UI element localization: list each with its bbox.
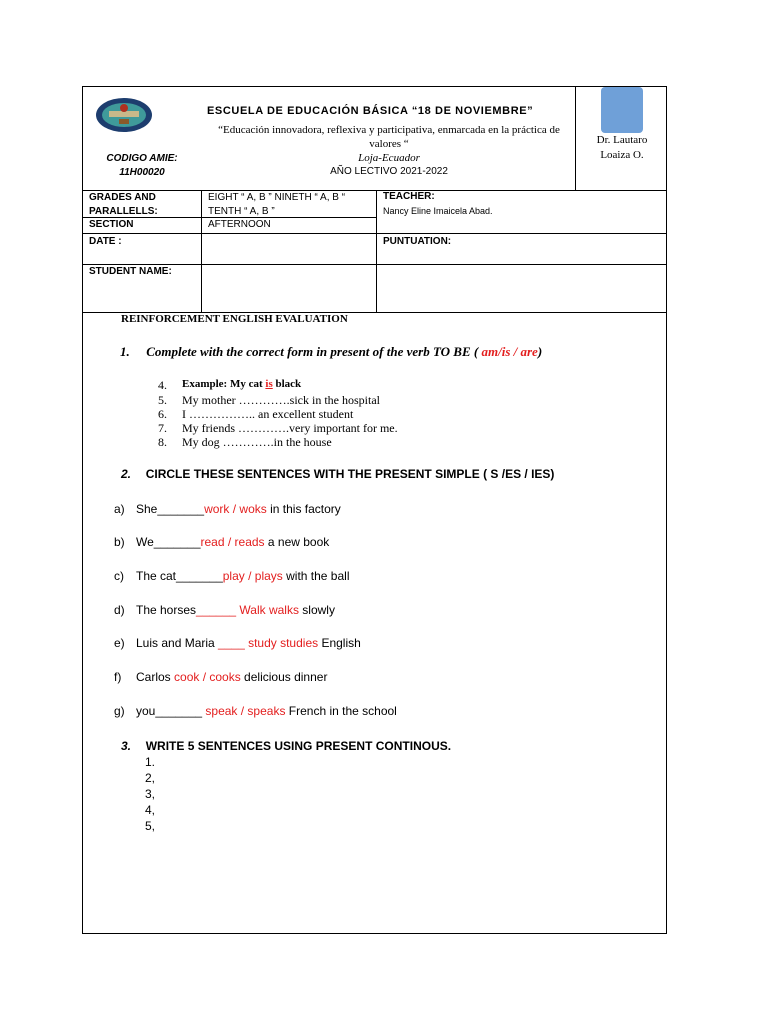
q2-item-options[interactable]: play / plays (222, 569, 283, 583)
section-label: SECTION (89, 219, 134, 230)
section-value: AFTERNOON (208, 219, 271, 230)
q2-item-post: slowly (298, 603, 335, 617)
grades-label (89, 191, 158, 219)
punctuation-field[interactable] (483, 234, 663, 263)
grades-value-line-1: EIGHT “ A, B ” NINETH “ A, B “ (208, 192, 346, 203)
patron-line-2: Loaiza O. (600, 149, 644, 161)
school-year: AÑO LECTIVO 2021-2022 (330, 166, 448, 177)
q2-item-options[interactable]: speak / speaks (205, 704, 286, 718)
question-2-number: 2. (121, 467, 132, 481)
q3-line[interactable]: 3, (145, 787, 156, 801)
codigo-label: CODIGO AMIE: (106, 153, 178, 164)
patron-line-1: Dr. Lautaro (596, 134, 648, 146)
q1-item-number: 8. (158, 435, 167, 449)
codigo-value: 11H00020 (119, 167, 165, 178)
patron-name (577, 133, 667, 163)
q2-item-post: French in the school (285, 704, 397, 718)
q2-item-letter: g) (114, 704, 125, 718)
q2-item-options[interactable]: cook / cooks (174, 670, 241, 684)
q1-example-answer: is (265, 378, 273, 390)
q1-item: My dog ………….in the house (182, 435, 332, 449)
question-1-options: am/is / are (481, 344, 538, 359)
patron-photo (601, 87, 643, 133)
motto-line-1: “Educación innovadora, reflexiva y participativa, enmarcada en la práctica de (218, 124, 560, 136)
q1-item-number: 4. (158, 378, 167, 392)
school-name: ESCUELA DE EDUCACIÓN BÁSICA “18 DE NOVIEMBRE” (207, 105, 534, 117)
date-label: DATE : (89, 236, 122, 247)
q3-line[interactable]: 5, (145, 819, 156, 833)
q1-item: My mother ………….sick in the hospital (182, 393, 380, 407)
q3-line[interactable]: 2, (145, 771, 156, 785)
evaluation-title: REINFORCEMENT ENGLISH EVALUATION (121, 313, 348, 325)
question-1-number: 1. (120, 344, 130, 359)
q2-item-pre: We_______ (136, 535, 201, 549)
q1-example-pre: Example: My cat (182, 378, 266, 390)
q1-example (182, 378, 301, 390)
student-name-field[interactable] (203, 265, 375, 311)
motto-line-2: valores “ (369, 138, 409, 150)
q2-item-options[interactable]: work / woks (204, 502, 267, 516)
school-logo (95, 97, 153, 133)
q1-item: I …………….. an excellent student (182, 407, 354, 421)
student-extra-field[interactable] (378, 265, 664, 311)
q2-item-options[interactable]: ____ study studies (218, 636, 319, 650)
q2-item-pre: Carlos (136, 670, 175, 684)
grades-value (208, 191, 345, 219)
question-1-close: ) (537, 344, 543, 359)
q2-item-letter: c) (114, 569, 124, 583)
q2-item-post: English (318, 636, 361, 650)
q2-item-letter: f) (114, 670, 122, 684)
school-location: Loja-Ecuador (358, 152, 420, 164)
question-3 (121, 739, 451, 753)
q3-line[interactable]: 1. (145, 755, 156, 769)
q2-item-post: in this factory (266, 502, 341, 516)
question-2-text: CIRCLE THESE SENTENCES WITH THE PRESENT SIMPLE ( S /ES / IES) (145, 467, 555, 481)
worksheet-page (82, 86, 667, 934)
grades-label-line-1: GRADES AND (89, 192, 156, 203)
q1-item-number: 6. (158, 407, 167, 421)
q2-item-letter: d) (114, 603, 125, 617)
q1-item-number: 7. (158, 421, 167, 435)
student-name-label: STUDENT NAME: (89, 266, 172, 277)
q2-item-letter: b) (114, 535, 125, 549)
question-1 (120, 344, 542, 360)
q2-item-letter: a) (114, 502, 125, 516)
q2-item-post: with the ball (282, 569, 350, 583)
q2-item-post: a new book (264, 535, 330, 549)
q2-item-pre: The horses (136, 603, 197, 617)
question-3-number: 3. (121, 739, 132, 753)
q2-item-pre: She_______ (136, 502, 205, 516)
q1-item: My friends ………….very important for me. (182, 421, 398, 435)
q2-item-pre: Luis and Maria (136, 636, 219, 650)
teacher-label: TEACHER: (383, 191, 435, 202)
grades-value-line-2: TENTH “ A, B ” (208, 206, 275, 217)
q3-line[interactable]: 4, (145, 803, 156, 817)
school-motto (203, 123, 575, 151)
q2-item-options[interactable]: read / reads (200, 535, 265, 549)
q2-item-post: delicious dinner (240, 670, 328, 684)
q1-example-post: black (272, 378, 302, 390)
question-1-text: Complete with the correct form in present of the verb TO BE ( (146, 344, 482, 359)
question-2 (121, 467, 554, 481)
question-3-text: WRITE 5 SENTENCES USING PRESENT CONTINOUS. (145, 739, 452, 753)
q1-item-number: 5. (158, 393, 167, 407)
punctuation-label: PUNTUATION: (383, 236, 452, 247)
q2-item-letter: e) (114, 636, 125, 650)
teacher-value: Nancy Eline Imaicela Abad. (383, 206, 493, 216)
grades-label-line-2: PARALLELLS: (89, 206, 158, 217)
q2-item-options[interactable]: ______ Walk walks (196, 603, 299, 617)
date-field[interactable] (203, 234, 375, 263)
q2-item-pre: you_______ (136, 704, 206, 718)
q2-item-pre: The cat_______ (136, 569, 223, 583)
